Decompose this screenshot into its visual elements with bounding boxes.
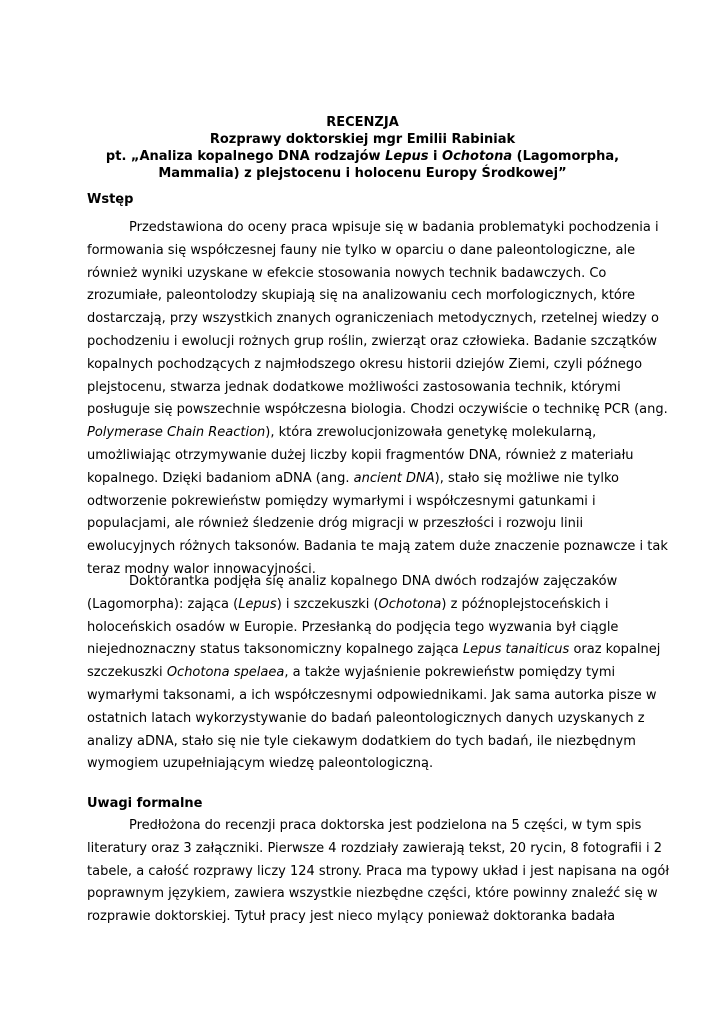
title-line-4: Mammalia) z plejstocenu i holocenu Europy Środkowej”	[158, 166, 567, 181]
title-line-1: RECENZJA	[326, 115, 399, 130]
title-line-2: Rozprawy doktorskiej mgr Emilii Rabiniak	[209, 132, 516, 147]
section-heading-uwagi-formalne: Uwagi formalne	[87, 796, 203, 811]
paragraph-intro-1: Przedstawiona do oceny praca wpisuje się w badania problematyki pochodzenia i formowania się współczesnej fauny nie tylko w oparciu o dane paleontologiczne, ale również wyniki uzyskane w efekcie stosowania nowych technik badawczych. Co zrozumiałe, paleontolodzy skupiają się na analizowaniu cech morfologicznych, które dostarczają, przy wszystkich znanych ograniczeniach metodycznych, rzetelnej wiedzy o pochodzeniu i ewolucji rożnych grup roślin, zwierząt oraz człowieka. Badanie szczątków kopalnych pochodzących z najmłodszego okresu historii dziejów Ziemi, czyli późnego plejstocenu, stwarza jednak dodatkowe możliwości zastosowania technik, którymi posługuje się powszechnie współczesna biologia. Chodzi oczywiście o technikę PCR (ang. Polymerase Chain Reaction), która zrewolucjonizowała genetykę molekularną, umożliwiając otrzymywanie dużej liczby kopii fragmentów DNA, również z materiału kopalnego. Dzięki badaniom aDNA (ang. ancient DNA), stało się możliwe nie tylko odtworzenie pokrewieństw pomiędzy wymarłymi i współczesnymi gatunkami i populacjami, ale również śledzenie dróg migracji w przeszłości i rozwoju linii ewolucyjnych różnych taksonów. Badania te mają zatem duże znaczenie poznawcze i tak teraz modny walor innowacyjności.	[87, 220, 668, 577]
section-heading-wstep: Wstęp	[87, 192, 134, 207]
document-title	[60, 114, 665, 182]
paragraph-formal-1: Predłożona do recenzji praca doktorska jest podzielona na 5 części, w tym spis literatury oraz 3 załączniki. Pierwsze 4 rozdziały zawierają tekst, 20 rycin, 8 fotografii i 2 tabele, a całość rozprawy liczy 124 strony. Praca ma typowy układ i jest napisana na ogół poprawnym językiem, zawiera wszystkie niezbędne części, które powinny znaleźć się w rozprawie doktorskiej. Tytuł pracy jest nieco mylący ponieważ doktoranka badała	[87, 818, 670, 925]
paragraph-intro-2: Doktorantka podjęła się analiz kopalnego DNA dwóch rodzajów zajęczaków (Lagomorpha): zająca (Lepus) i szczekuszki (Ochotona) z późnoplejstoceńskich i holoceńskich osadów w Europie. Przesłanką do podjęcia tego wyzwania był ciągle niejednoznaczny status taksonomiczny kopalnego zająca Lepus tanaiticus oraz kopalnej szczekuszki Ochotona spelaea, a także wyjaśnienie pokrewieństw pomiędzy tymi wymarłymi taksonami, a ich współczesnymi odpowiednikami. Jak sama autorka pisze w ostatnich latach wykorzystywanie do badań paleontologicznych danych uzyskanych z analizy aDNA, stało się nie tyle ciekawym dodatkiem do tych badań, ile niezbędnym wymogiem uzupełniającym wiedzę paleontologiczną.	[87, 574, 661, 772]
title-line-3: pt. „Analiza kopalnego DNA rodzajów Lepus i Ochotona (Lagomorpha,	[105, 149, 620, 164]
